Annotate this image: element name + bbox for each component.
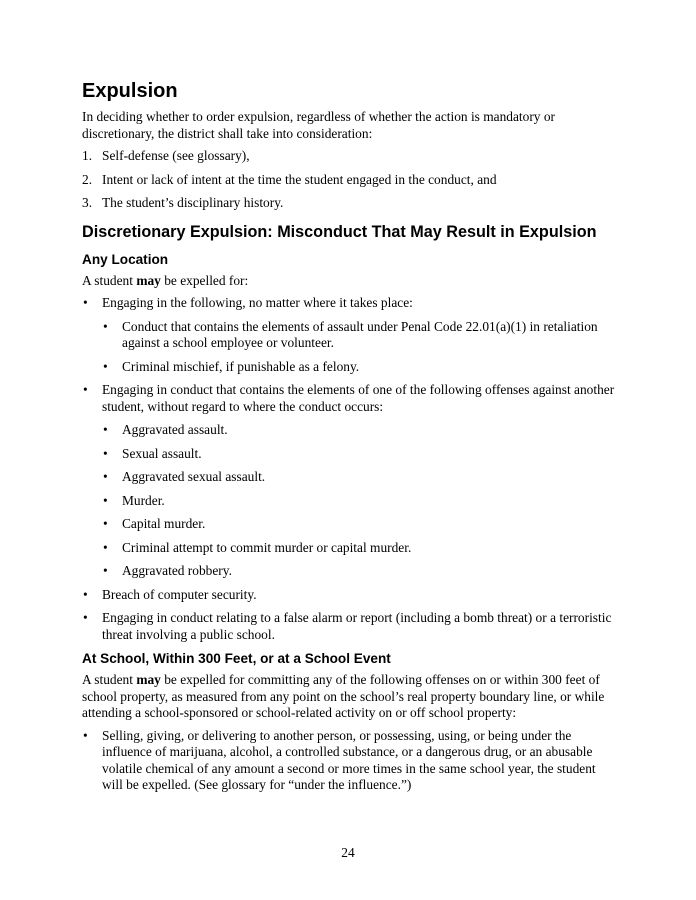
list-item [82, 382, 617, 580]
list-text: Aggravated sexual assault. [122, 469, 266, 484]
intro-text: be expelled for committing any of the following offenses on or within 300 feet of school property, as measured from any point on the school’s real property boundary line, or while attending a school-sponsored or school-related activity on or off school property: [82, 672, 605, 720]
list-item [102, 469, 617, 486]
bullet-icon: • [83, 382, 88, 397]
list-text: Sexual assault. [122, 445, 202, 461]
any-location-intro [82, 273, 617, 290]
bullet-icon: • [83, 727, 88, 743]
intro-text: A student [82, 672, 137, 687]
list-item [82, 172, 617, 189]
list-text: Aggravated assault. [122, 422, 228, 437]
list-text: Breach of computer security. [102, 586, 257, 602]
list-item [82, 587, 617, 604]
bullet-icon: • [103, 563, 108, 578]
intro-emphasis: may [136, 672, 161, 687]
bullet-icon: • [103, 469, 108, 484]
bullet-icon: • [83, 586, 88, 602]
list-item [82, 728, 617, 794]
list-text: Intent or lack of intent at the time the student engaged in the conduct, and [102, 171, 497, 187]
list-item [82, 295, 617, 375]
list-text: Self-defense (see glossary), [102, 148, 250, 163]
bullet-icon: • [103, 516, 108, 531]
list-text: Selling, giving, or delivering to another person, or possessing, using, or being under the influence of marijuana, alcohol, a controlled substance, or a dangerous drug, or an abusable volatile chemical of any amount a second or more times in the same school year, the student will be expelled. (See glossary for “under the influence.”) [102, 727, 596, 792]
list-item [102, 540, 617, 557]
list-item [102, 493, 617, 510]
bullet-icon: • [103, 358, 108, 374]
list-text: Criminal attempt to commit murder or capital murder. [122, 539, 412, 555]
intro-text: be expelled for: [160, 272, 249, 288]
bullet-icon: • [83, 295, 88, 310]
heading-expulsion: Expulsion [82, 80, 178, 102]
list-item [102, 446, 617, 463]
list-text: Conduct that contains the elements of assault under Penal Code 22.01(a)(1) in retaliation against a school employee or volunteer. [122, 318, 598, 350]
considerations-list [82, 148, 617, 212]
bullet-icon: • [103, 422, 108, 437]
document-page [82, 78, 617, 801]
bullet-icon: • [103, 492, 108, 508]
list-item [102, 563, 617, 580]
list-item [102, 516, 617, 533]
list-item [102, 422, 617, 439]
list-text: Engaging in conduct that contains the elements of one of the following offenses against another student, without regard to where the conduct occurs: [102, 382, 615, 414]
intro-text: A student [82, 272, 137, 288]
list-number: 3. [82, 195, 93, 210]
sub-list [102, 422, 617, 580]
intro-emphasis: may [136, 272, 161, 288]
list-item [82, 610, 617, 643]
list-item [102, 359, 617, 376]
bullet-icon: • [103, 445, 108, 461]
at-school-intro [82, 672, 617, 722]
list-text: Murder. [122, 492, 165, 508]
page-number: 24 [341, 845, 355, 860]
subheading-at-school: At School, Within 300 Feet, or at a School Event [82, 651, 391, 666]
bullet-icon: • [103, 318, 108, 334]
list-item [102, 319, 617, 352]
intro-paragraph: In deciding whether to order expulsion, regardless of whether the action is mandatory or discretionary, the district shall take into consideration: [82, 109, 555, 141]
at-school-list [82, 728, 617, 794]
bullet-icon: • [103, 539, 108, 555]
any-location-list [82, 295, 617, 643]
list-item [82, 195, 617, 212]
bullet-icon: • [83, 610, 88, 625]
subheading-any-location: Any Location [82, 251, 169, 267]
list-text: Capital murder. [122, 516, 206, 531]
list-text: Criminal mischief, if punishable as a felony. [122, 358, 360, 374]
list-item [82, 148, 617, 165]
list-number: 2. [82, 171, 93, 187]
sub-list [102, 319, 617, 376]
section-title: Discretionary Expulsion: Misconduct That May Result in Expulsion [82, 222, 597, 241]
list-number: 1. [82, 148, 93, 163]
list-text: The student’s disciplinary history. [102, 195, 284, 210]
list-text: Engaging in the following, no matter where it takes place: [102, 295, 413, 310]
list-text: Aggravated robbery. [122, 563, 232, 578]
list-text: Engaging in conduct relating to a false alarm or report (including a bomb threat) or a terroristic threat involving a public school. [102, 610, 612, 642]
